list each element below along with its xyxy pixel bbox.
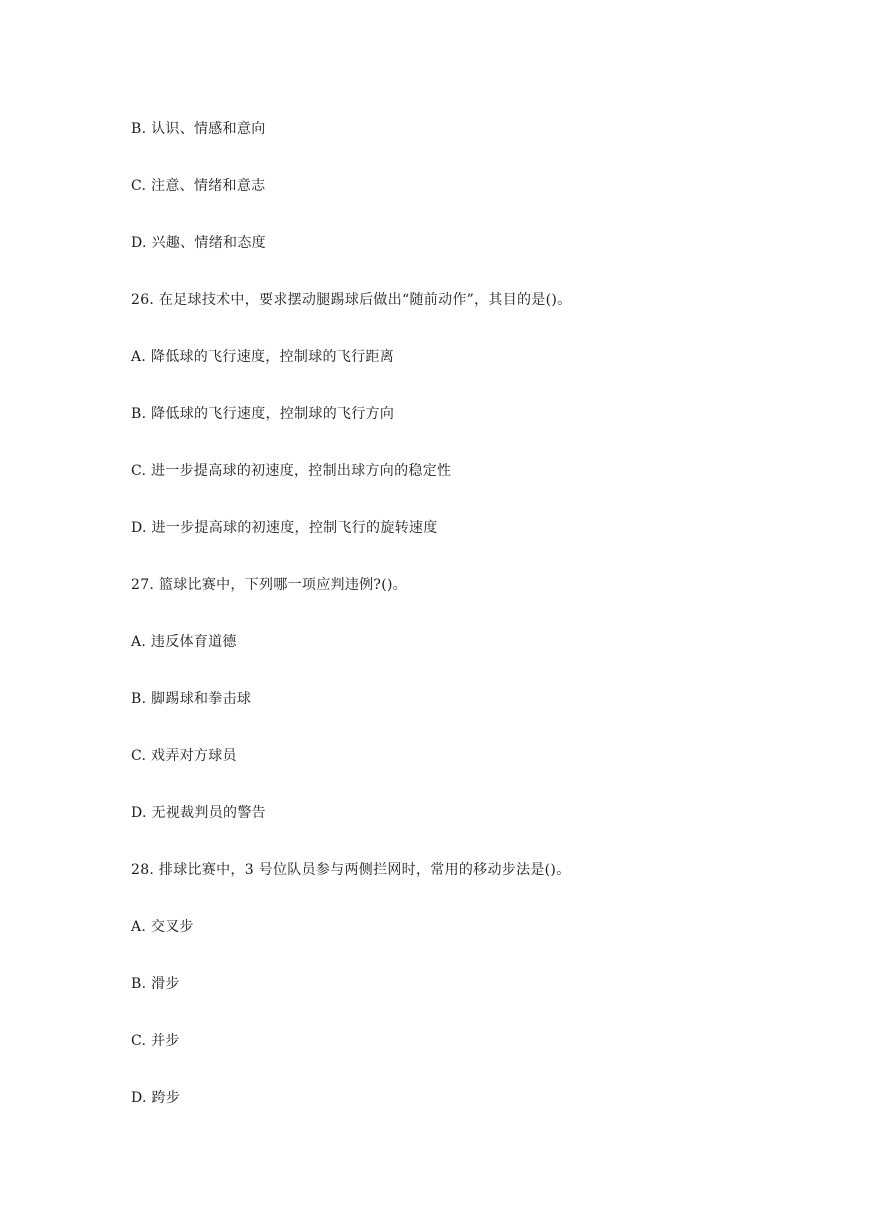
option-text: C. 注意、情绪和意志	[131, 178, 266, 194]
option-text: D. 兴趣、情绪和态度	[131, 235, 266, 251]
option-text: B. 滑步	[131, 976, 180, 992]
option-text: B. 认识、情感和意向	[131, 121, 266, 137]
option-text: C. 戏弄对方球员	[131, 748, 237, 764]
question-28-text: 28. 排球比赛中，3 号位队员参与两侧拦网时，常用的移动步法是()。	[131, 862, 571, 878]
option-text: C. 并步	[131, 1033, 180, 1049]
option-text: A. 降低球的飞行速度，控制球的飞行距离	[131, 349, 395, 365]
option-text: B. 脚踢球和拳击球	[131, 691, 252, 707]
option-text: D. 跨步	[131, 1090, 181, 1106]
option-text: D. 无视裁判员的警告	[131, 805, 266, 821]
option-text: B. 降低球的飞行速度，控制球的飞行方向	[131, 406, 395, 422]
option-text: A. 交叉步	[131, 919, 194, 935]
option-text: D. 进一步提高球的初速度，控制飞行的旋转速度	[131, 520, 438, 536]
option-text: C. 进一步提高球的初速度，控制出球方向的稳定性	[131, 463, 452, 479]
question-26-text: 26. 在足球技术中，要求摆动腿踢球后做出“随前动作”，其目的是()。	[131, 292, 572, 308]
option-text: A. 违反体育道德	[131, 634, 237, 650]
question-27-text: 27. 篮球比赛中，下列哪一项应判违例?()。	[131, 577, 408, 593]
